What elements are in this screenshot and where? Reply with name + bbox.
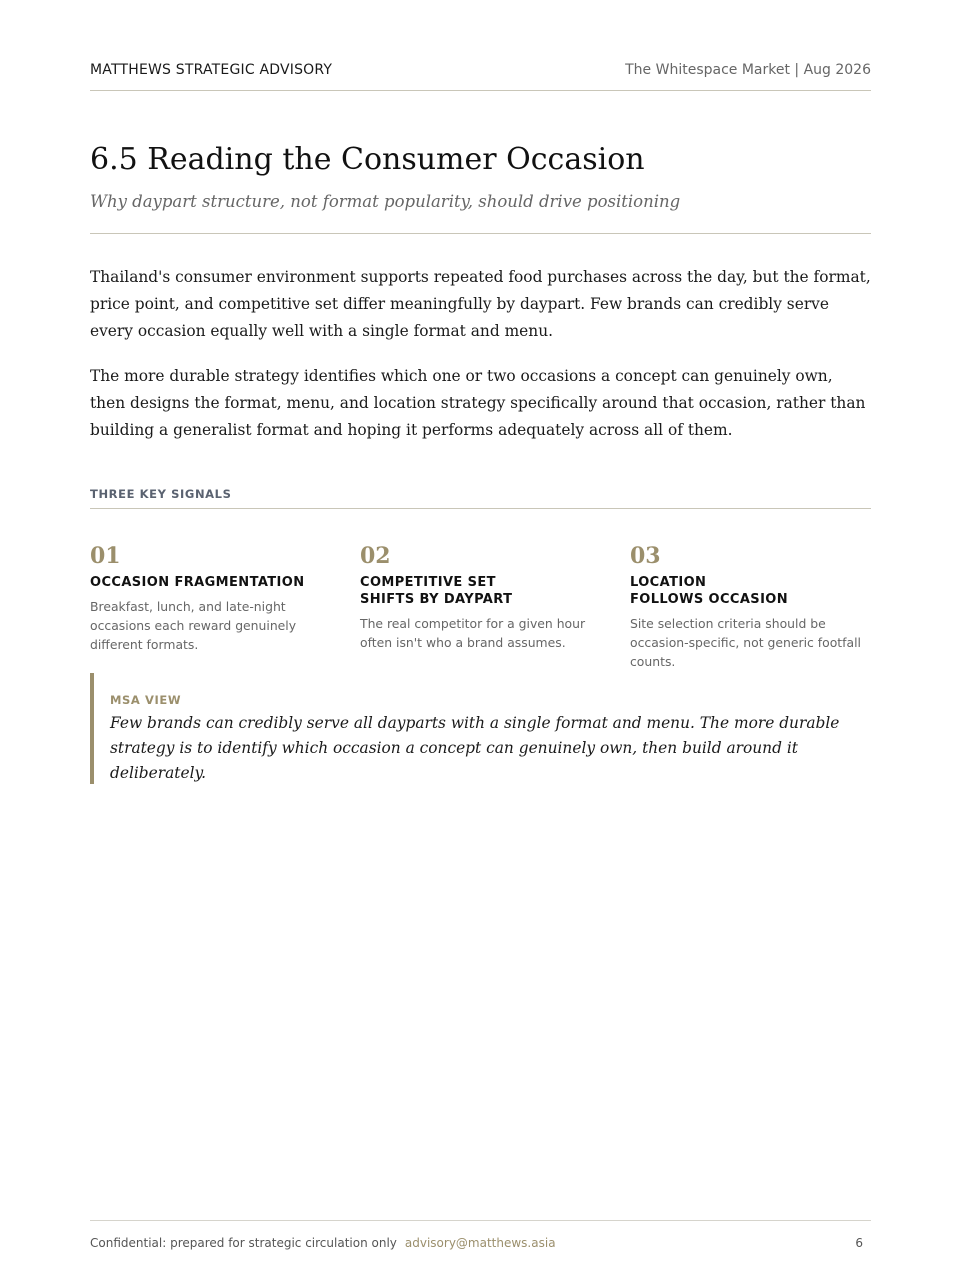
signal-card-competitive-set — [360, 540, 600, 652]
firm-name: MATTHEWS STRATEGIC ADVISORY — [90, 62, 333, 78]
signal-card-occasion-fragmentation — [90, 540, 330, 654]
page-header — [90, 60, 871, 80]
header-divider — [90, 90, 871, 91]
body-paragraph-1: Thailand's consumer environment supports repeated food purchases across the day, but the format, price point, and competitive set differ meaningfully by daypart. Few brands can credibly serve every occasion equally well with a single format and menu. — [90, 268, 871, 340]
body-paragraph-2: The more durable strategy identifies which one or two occasions a concept can genuinely own, then designs the format, menu, and location strategy specifically around that occasion, rather than building a generalist format and hoping it performs adequately across all of them. — [90, 367, 866, 439]
signal-description: Site selection criteria should be occasion-specific, not generic footfall counts. — [630, 616, 861, 669]
signal-number: 03 — [630, 543, 661, 569]
signal-title: OCCASION FRAGMENTATION — [90, 575, 305, 590]
signal-number: 01 — [90, 543, 121, 569]
footer-divider — [90, 1220, 871, 1221]
section-title: 6.5 Reading the Consumer Occasion — [90, 142, 645, 177]
signal-title: LOCATION FOLLOWS OCCASION — [630, 575, 789, 607]
signal-description: Breakfast, lunch, and late-night occasions each reward genuinely different formats. — [90, 599, 297, 652]
page-footer — [90, 1234, 871, 1252]
report-page — [90, 0, 871, 1280]
signal-card-location — [630, 540, 870, 671]
signals-heading: THREE KEY SIGNALS — [90, 487, 232, 501]
page-number: 6 — [855, 1236, 863, 1250]
msa-view-callout — [90, 673, 871, 784]
contact-email-link[interactable]: advisory@matthews.asia — [404, 1236, 556, 1250]
signal-number: 02 — [360, 543, 391, 569]
signals-divider — [90, 508, 871, 509]
callout-text: Few brands can credibly serve all dayparts with a single format and menu. The more durable strategy is to identify which occasion a concept can genuinely own, then build around it deliberately. — [110, 714, 840, 782]
section-subtitle: Why daypart structure, not format popularity, should drive positioning — [90, 192, 681, 211]
confidential-notice: Confidential: prepared for strategic circulation only — [90, 1236, 397, 1250]
signal-description: The real competitor for a given hour often isn't who a brand assumes. — [360, 616, 586, 650]
callout-label: MSA VIEW — [110, 693, 182, 707]
publication-info: The Whitespace Market | Aug 2026 — [625, 62, 871, 78]
signal-title: COMPETITIVE SET SHIFTS BY DAYPART — [360, 575, 513, 607]
title-divider — [90, 233, 871, 234]
